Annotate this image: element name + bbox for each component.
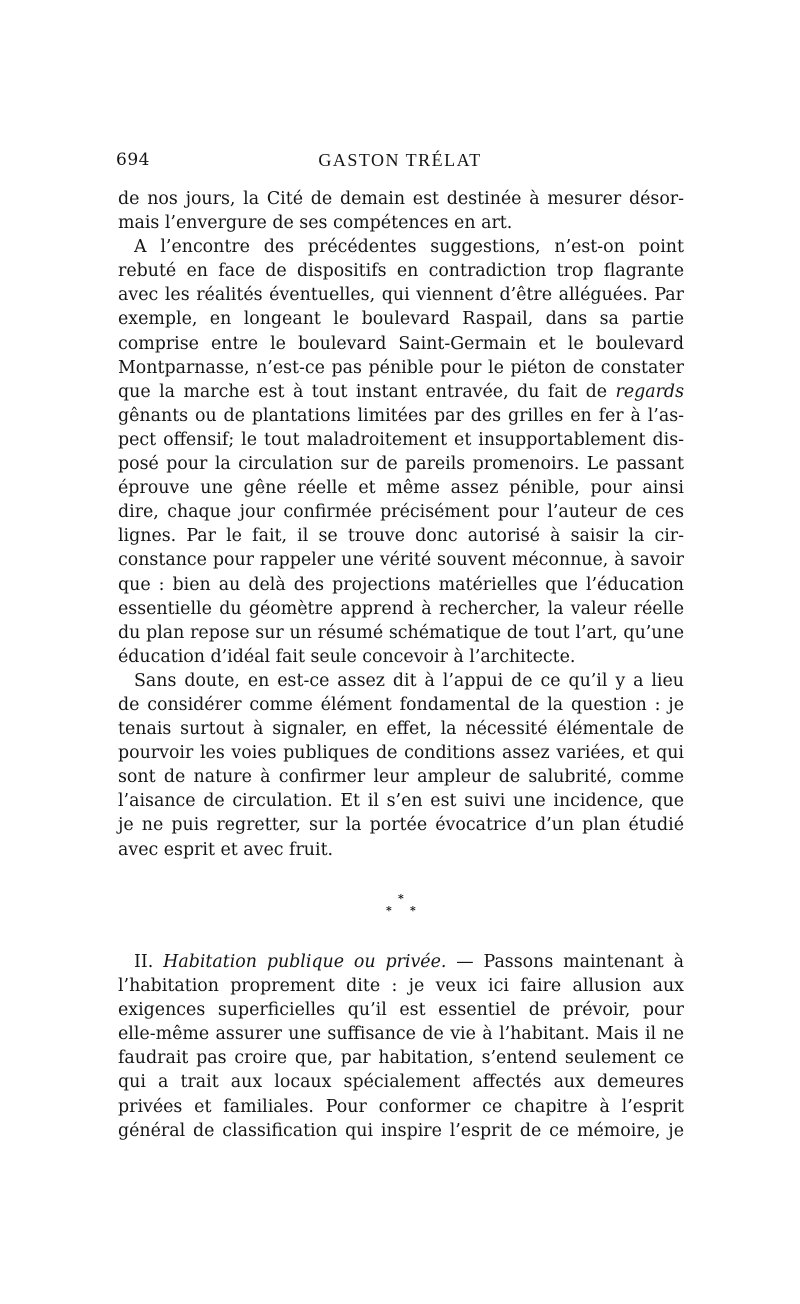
text-line: faudrait pas croire que, par habitation, s’entend seulement ce [118, 1048, 684, 1069]
text-line: général de classification qui inspire l’esprit de ce mémoire, je [118, 1120, 684, 1141]
text-line: gênants ou de plantations limitées par des grilles en fer à l’as- [118, 405, 684, 426]
text-line: privées et familiales. Pour conformer ce chapitre à l’esprit [118, 1096, 684, 1117]
section-first-line-text: — Passons maintenant à [456, 952, 685, 972]
asterism-star: * [410, 904, 416, 917]
running-head [116, 150, 684, 174]
asterism-separator [360, 892, 440, 922]
italic-word: regards [615, 381, 684, 402]
section-heading-line [118, 950, 684, 974]
text-line: rebuté en face de dispositifs en contradiction trop flagrante [118, 261, 684, 282]
text-line: mais l’envergure de ses compétences en art. [118, 213, 513, 234]
text-line: éprouve une gêne réelle et même assez pénible, pour ainsi [118, 478, 684, 499]
text-line: tenais surtout à signaler, en effet, la nécessité élémentale de [118, 719, 684, 740]
asterism-star: * [386, 904, 392, 917]
text-line: je ne puis regretter, sur la portée évocatrice d’un plan étudié [118, 815, 684, 836]
text-line: pect offensif; le tout maladroitement et insupportablement dis- [118, 429, 684, 450]
text-line: avec les réalités éventuelles, qui viennent d’être alléguées. Par [118, 285, 684, 306]
text-line: constance pour rappeler une vérité souvent méconnue, à savoir [118, 550, 684, 571]
text-line: pourvoir les voies publiques de conditions assez variées, et qui [118, 743, 684, 764]
text-line: sont de nature à confirmer leur ampleur de salubrité, comme [118, 767, 684, 788]
text-line: comprise entre le boulevard Saint-Germain et le boulevard [118, 333, 684, 354]
text-line: l’habitation proprement dite : je veux ici faire allusion aux [118, 976, 684, 997]
text-line: l’aisance de circulation. Et il s’en est suivi une incidence, que [118, 791, 684, 812]
page-number: 694 [116, 150, 150, 170]
text-line: exemple, en longeant le boulevard Raspail, dans sa partie [118, 309, 684, 330]
text-line: de considérer comme élément fondamental de la question : je [118, 694, 684, 715]
text-line: de nos jours, la Cité de demain est destinée à mesurer désor- [118, 189, 684, 209]
text-line: lignes. Par le fait, il se trouve donc autorisé à saisir la cir- [118, 526, 684, 547]
section-title: Habitation publique ou privée. [163, 952, 447, 972]
text-line: elle-même assurer une suffisance de vie à l’habitant. Mais il ne [118, 1024, 684, 1045]
text-line: avec esprit et avec fruit. [118, 839, 334, 860]
asterism-star: * [398, 892, 404, 905]
text-line: exigences superficielles qu’il est essentiel de prévoir, pour [118, 1000, 684, 1021]
text-line: essentielle du géomètre apprend à rechercher, la valeur réelle [118, 598, 684, 619]
text-line: du plan repose sur un résumé schématique de tout l’art, qu’une [118, 622, 684, 643]
text-line: qui a trait aux locaux spécialement affectés aux demeures [118, 1072, 684, 1093]
text-line: éducation d’idéal fait seule concevoir à l’architecte. [118, 646, 576, 667]
running-title: GASTON TRÉLAT [318, 150, 482, 170]
text-line: A l’encontre des précédentes suggestions, n’est-on point [134, 237, 684, 258]
text-line: Sans doute, en est-ce assez dit à l’appui de ce qu’il y a lieu [134, 670, 684, 691]
text-line: dire, chaque jour confirmée précisément pour l’auteur de ces [118, 502, 684, 523]
section-ii [118, 950, 684, 1143]
text-line: que : bien au delà des projections matérielles que l’éducation [118, 574, 684, 595]
text-line: Montparnasse, n’est-ce pas pénible pour le piéton de constater [118, 357, 684, 378]
text-line: posé pour la circulation sur de pareils promenoirs. Le passant [118, 454, 684, 475]
text-line-with-italic: que la marche est à tout instant entravée, du fait de regards [118, 381, 684, 402]
body-text [118, 187, 684, 862]
section-numeral: II. [134, 952, 154, 972]
